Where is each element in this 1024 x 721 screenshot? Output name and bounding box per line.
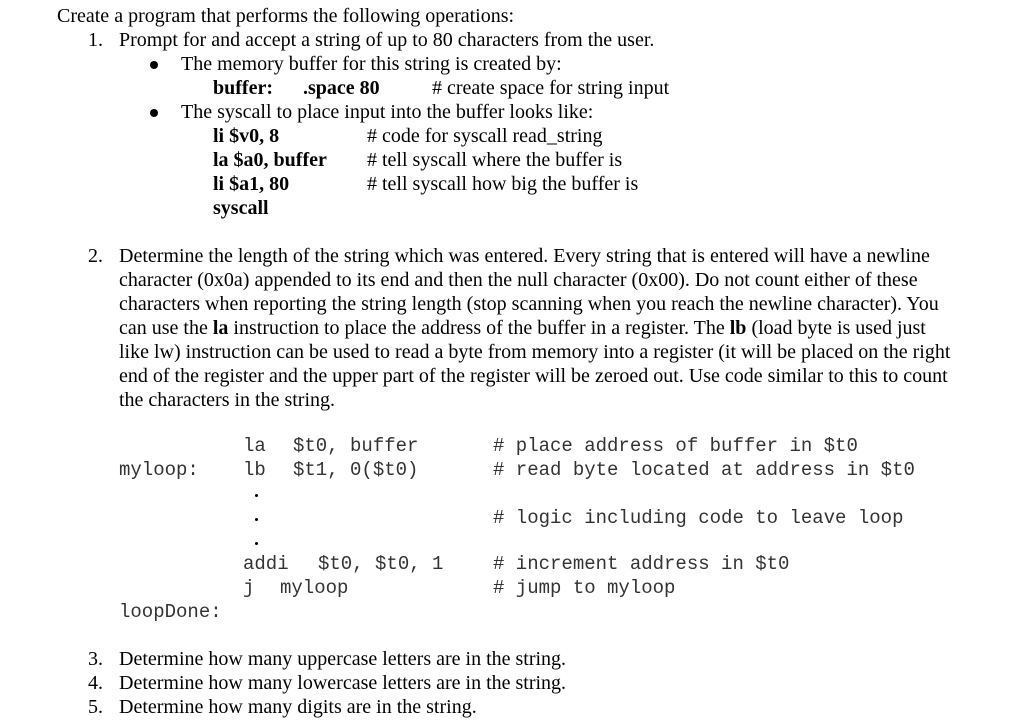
item-3-number: 3. (88, 648, 103, 670)
bullet-2-text: The syscall to place input into the buffer looks like: (181, 101, 594, 123)
item-2-line: like lw) instruction can be used to read a byte from memory into a register (it will be placed on the right (119, 341, 951, 363)
buffer-directive: .space 80 (303, 77, 380, 99)
item-2-line: Determine the length of the string which was entered. Every string that is entered will have a newline (119, 245, 930, 267)
item-2-line: the characters in the string. (119, 389, 336, 411)
item-5-number: 5. (88, 696, 103, 718)
ellipsis-dot (255, 542, 258, 545)
syscall-comment: # code for syscall read_string (367, 125, 603, 147)
code-args: $t0, buffer (293, 435, 419, 457)
code-op: la (243, 435, 266, 457)
syscall-code: syscall (213, 197, 269, 219)
item-2-line: character (0x0a) appended to its end and then the null character (0x00). Do not count either of these (119, 269, 918, 291)
code-comment: # increment address in $t0 (493, 553, 790, 575)
code-args: $t1, 0($t0) (293, 459, 419, 481)
la-keyword: la (212, 317, 229, 339)
code-op: addi (243, 553, 289, 575)
myloop-label: myloop: (119, 459, 199, 481)
code-comment: # read byte located at address in $t0 (493, 459, 915, 481)
intro-text: Create a program that performs the following operations: (57, 5, 515, 27)
syscall-comment: # tell syscall where the buffer is (367, 149, 623, 171)
item-2-number: 2. (88, 245, 103, 267)
buffer-comment: # create space for string input (432, 77, 670, 99)
code-args: myloop (280, 577, 349, 599)
syscall-code: la $a0, buffer (213, 149, 327, 171)
code-comment: # jump to myloop (493, 577, 676, 599)
ellipsis-dot (255, 494, 258, 497)
buffer-label: buffer: (213, 77, 273, 99)
item-2-line: characters when reporting the string length (stop scanning when you reach the newline character). You (119, 293, 939, 315)
code-comment: # logic including code to leave loop (493, 507, 904, 529)
lb-keyword: lb (729, 317, 747, 339)
item-1-number: 1. (88, 29, 103, 51)
item-2-line: can use the la instruction to place the address of the buffer in a register. The lb (load byte is used just (119, 317, 926, 339)
item-4-number: 4. (88, 672, 103, 694)
code-args: $t0, $t0, 1 (318, 553, 444, 575)
item-3-text: Determine how many uppercase letters are in the string. (119, 648, 567, 670)
code-op: j (243, 577, 255, 599)
bullet-1-text: The memory buffer for this string is created by: (181, 53, 562, 75)
code-op: lb (243, 459, 266, 481)
item-5-text: Determine how many digits are in the string. (119, 696, 477, 718)
syscall-code: li $v0, 8 (213, 125, 280, 147)
item-2-line: end of the register and the upper part of the register will be zeroed out. Use code similar to this to count (119, 365, 948, 387)
item-1-text: Prompt for and accept a string of up to 80 characters from the user. (119, 29, 655, 51)
bullet-icon (150, 61, 158, 69)
item-4-text: Determine how many lowercase letters are in the string. (119, 672, 567, 694)
syscall-code: li $a1, 80 (213, 173, 290, 195)
syscall-comment: # tell syscall how big the buffer is (367, 173, 639, 195)
ellipsis-dot (255, 518, 258, 521)
bullet-icon (150, 109, 158, 117)
loopdone-label: loopDone: (119, 601, 222, 623)
code-comment: # place address of buffer in $t0 (493, 435, 858, 457)
